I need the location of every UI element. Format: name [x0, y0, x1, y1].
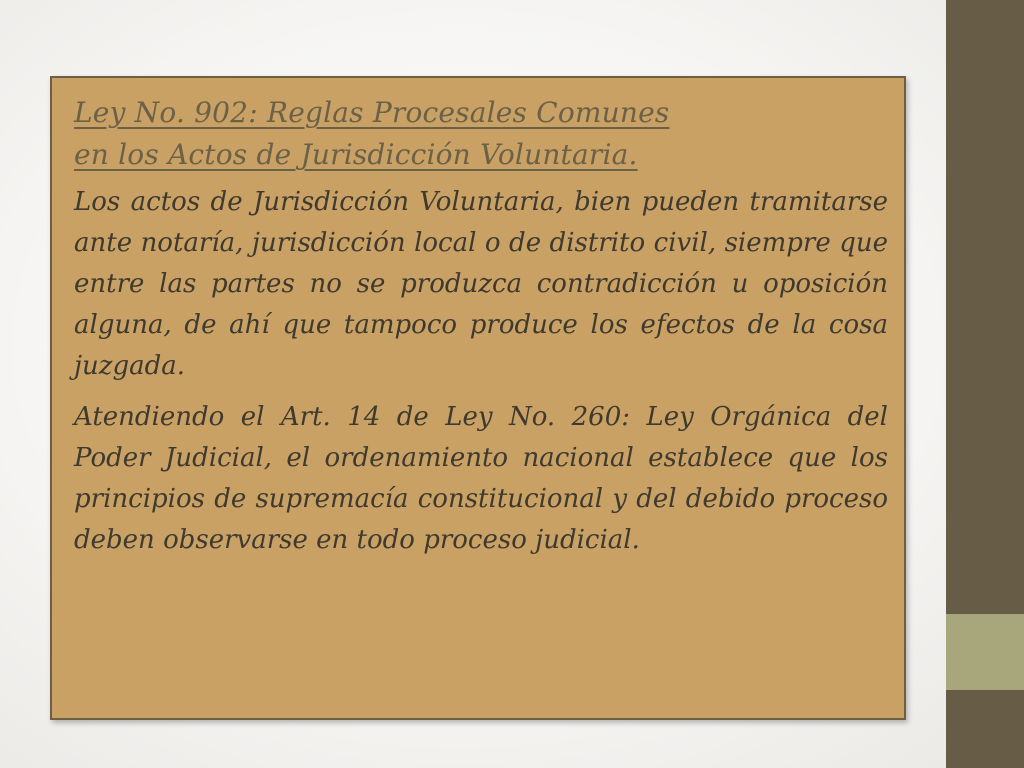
paragraph-2: Atendiendo el Art. 14 de Ley No. 260: Ley Orgánica del Poder Judicial, el ordenamiento nacional establece que los principios de supremacía constitucional y del debido proceso deben observarse en todo proceso judicial.	[74, 402, 888, 555]
title-line-1: Ley No. 902: Reglas Procesales Comunes	[74, 96, 670, 129]
title-line-2: en los Actos de Jurisdicción Voluntaria.	[74, 138, 638, 171]
sidebar-accent-block	[946, 614, 1024, 690]
paragraph-1: Los actos de Jurisdicción Voluntaria, bien pueden tramitarse ante notaría, jurisdicción local o de distrito civil, siempre que entre las partes no se produzca contradicción u oposición alguna, de ahí que tampoco produce los efectos de la cosa juzgada.	[74, 187, 888, 381]
slide-title	[74, 92, 888, 176]
content-box	[50, 76, 906, 720]
